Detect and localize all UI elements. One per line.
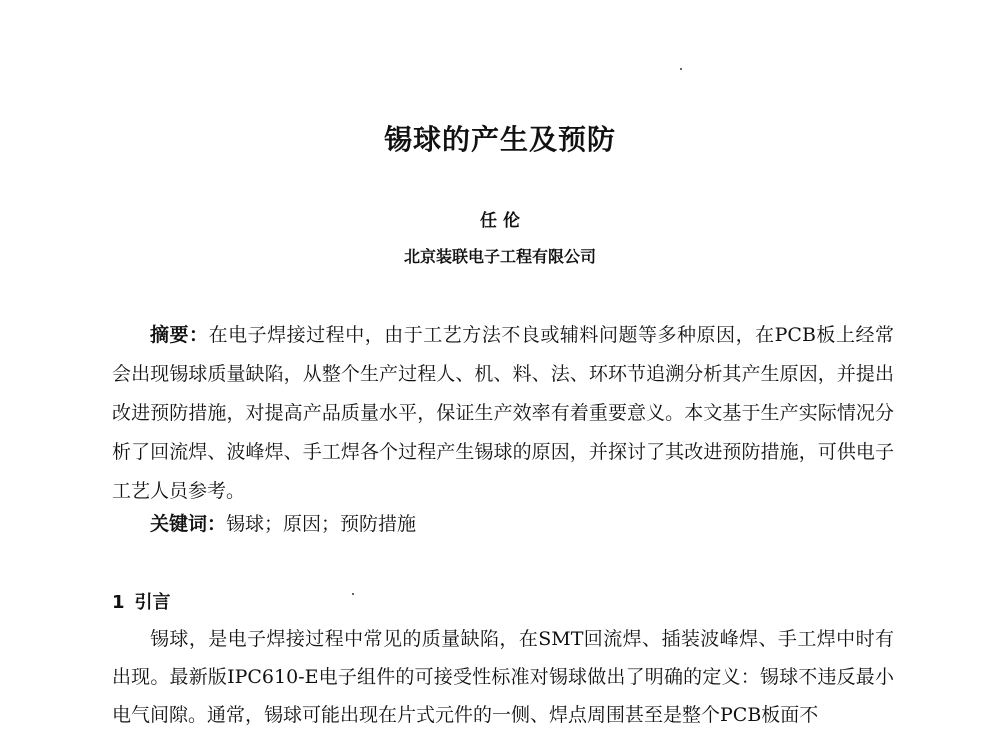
keywords-text: 锡球；原因；预防措施 <box>226 513 417 535</box>
section-body-paragraph: 锡球，是电子焊接过程中常见的质量缺陷，在SMT回流焊、插装波峰焊、手工焊中时有出现。最新版IPC610-E电子组件的可接受性标准对锡球做出了明确的定义：锡球不违反最小电气间隙。通常，锡球可能出现在片式元件的一侧、焊点周围甚至是整个PCB板面不 <box>112 628 894 726</box>
scan-speck <box>352 593 354 595</box>
section-number: 1 <box>112 592 125 613</box>
keywords-line <box>150 509 894 539</box>
abstract-label: 摘要： <box>150 324 209 346</box>
scan-speck <box>680 68 682 70</box>
keywords-label: 关键词： <box>150 513 227 535</box>
section-title: 引言 <box>134 592 171 613</box>
author-name: 任 伦 <box>480 211 520 231</box>
paper-title: 锡球的产生及预防 <box>383 123 616 156</box>
abstract-text: 在电子焊接过程中，由于工艺方法不良或辅料问题等多种原因，在PCB板上经常会出现锡球质量缺陷，从整个生产过程人、机、料、法、环环节追溯分析其产生原因，并提出改进预防措施，对提高产品质量水平，保证生产效率有着重要意义。本文基于生产实际情况分析了回流焊、波峰焊、手工焊各个过程产生锡球的原因，并探讨了其改进预防措施，可供电子工艺人员参考。 <box>112 324 894 502</box>
abstract-paragraph <box>112 316 894 511</box>
section-heading <box>112 588 171 614</box>
author-affiliation: 北京装联电子工程有限公司 <box>403 247 596 266</box>
